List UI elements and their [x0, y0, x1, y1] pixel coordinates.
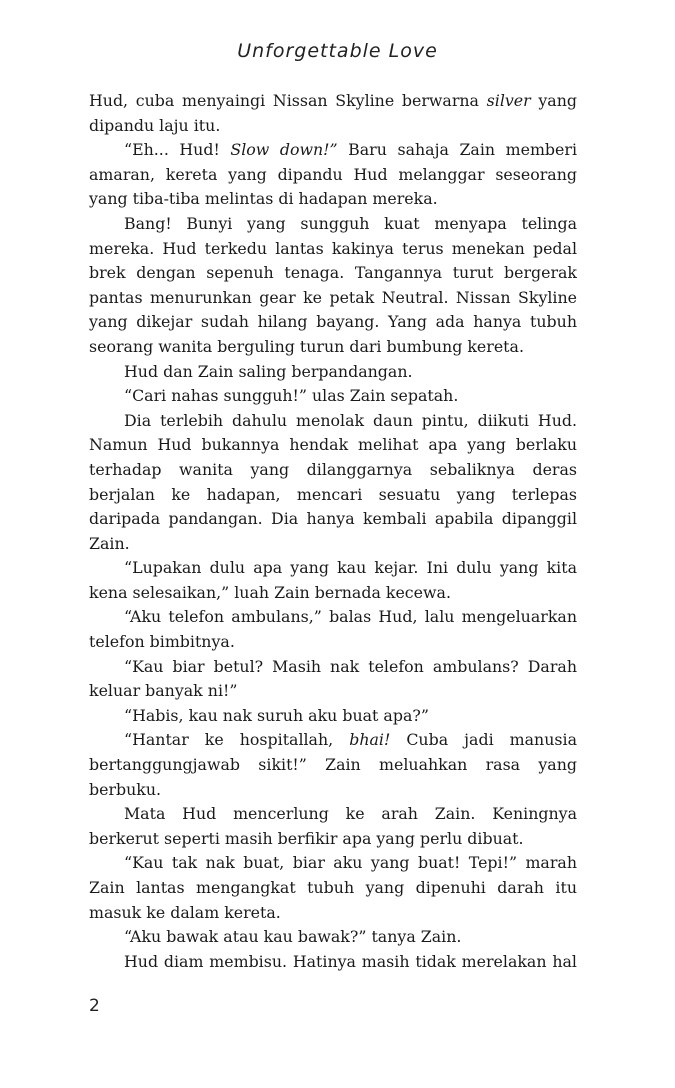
paragraph-text: Dia terlebih dahulu menolak daun pintu, diikuti Hud. Namun Hud bukannya hendak melihat apa yang berlaku terhadap wanita yang dilanggarnya sebaliknya deras berjalan ke hadapan, mencari sesuatu yang terlepas daripada pandangan. Dia hanya kembali apabila dipanggil Zain.: [89, 410, 577, 553]
paragraph: [89, 384, 577, 409]
page-number: 2: [89, 996, 100, 1016]
paragraph-text: “Cari nahas sungguh!” ulas Zain sepatah.: [124, 386, 459, 406]
paragraph-text: yang dipandu laju itu.: [89, 91, 578, 135]
paragraph-text: “Habis, kau nak suruh aku buat apa?”: [124, 705, 429, 725]
paragraph-text: Cuba jadi manusia bertanggungjawab sikit!” Zain meluahkan rasa yang berbuku.: [89, 730, 577, 799]
paragraph: [89, 704, 577, 729]
paragraph: [89, 409, 577, 557]
paragraph: [89, 655, 577, 704]
paragraph-text: “Aku telefon ambulans,” balas Hud, lalu mengeluarkan telefon bimbitnya.: [89, 607, 577, 652]
paragraph-text: “Eh... Hud!: [124, 140, 231, 160]
paragraph: [89, 605, 577, 654]
paragraph-text: “Hantar ke hospitallah,: [124, 730, 350, 750]
paragraph: [89, 925, 577, 950]
paragraph-text: “Lupakan dulu apa yang kau kejar. Ini dulu yang kita kena selesaikan,” luah Zain bernada kecewa.: [89, 558, 577, 602]
paragraph: [89, 360, 577, 385]
paragraph: [89, 950, 577, 975]
paragraph-text: Hud, cuba menyaingi Nissan Skyline berwarna: [89, 91, 487, 110]
italic-text: bhai!: [349, 730, 391, 750]
paragraph-text: “Kau tak nak buat, biar aku yang buat! Tepi!” marah Zain lantas mengangkat tubuh yang dipenuhi darah itu masuk ke dalam kereta.: [89, 853, 577, 922]
chapter-body-text: [89, 89, 577, 974]
italic-text: Slow down!”: [230, 140, 338, 160]
paragraph-text: Baru sahaja Zain memberi amaran, kereta yang dipandu Hud melanggar seseorang yang tiba-tiba melintas di hadapan mereka.: [89, 140, 577, 209]
paragraph-text: Bang! Bunyi yang sungguh kuat menyapa telinga mereka. Hud terkedu lantas kakinya terus menekan pedal brek dengan sepenuh tenaga. Tangannya turut bergerak pantas menurunkan gear ke petak Neutral. Nissan Skyline yang dikejar sudah hilang bayang. Yang ada hanya tubuh seorang wanita berguling turun dari bumbung kereta.: [89, 213, 577, 356]
running-head-title: Unforgettable Love: [237, 40, 438, 62]
paragraph-text: Mata Hud mencerlung ke arah Zain. Keningnya berkerut seperti masih berfikir apa yang perlu dibuat.: [89, 804, 577, 848]
paragraph: [89, 728, 577, 802]
paragraph: [89, 851, 577, 925]
paragraph-text: Hud diam membisu. Hatinya masih tidak merelakan hal: [124, 951, 577, 971]
paragraph: [89, 212, 577, 360]
paragraph: [89, 556, 577, 605]
paragraph: [89, 802, 577, 851]
paragraph-text: “Kau biar betul? Masih nak telefon ambulans? Darah keluar banyak ni!”: [89, 656, 577, 701]
paragraph: [89, 89, 577, 138]
paragraph-text: Hud dan Zain saling berpandangan.: [124, 361, 413, 381]
paragraph-text: “Aku bawak atau kau bawak?” tanya Zain.: [124, 927, 462, 947]
paragraph: [89, 138, 577, 212]
italic-text: silver: [486, 91, 531, 110]
